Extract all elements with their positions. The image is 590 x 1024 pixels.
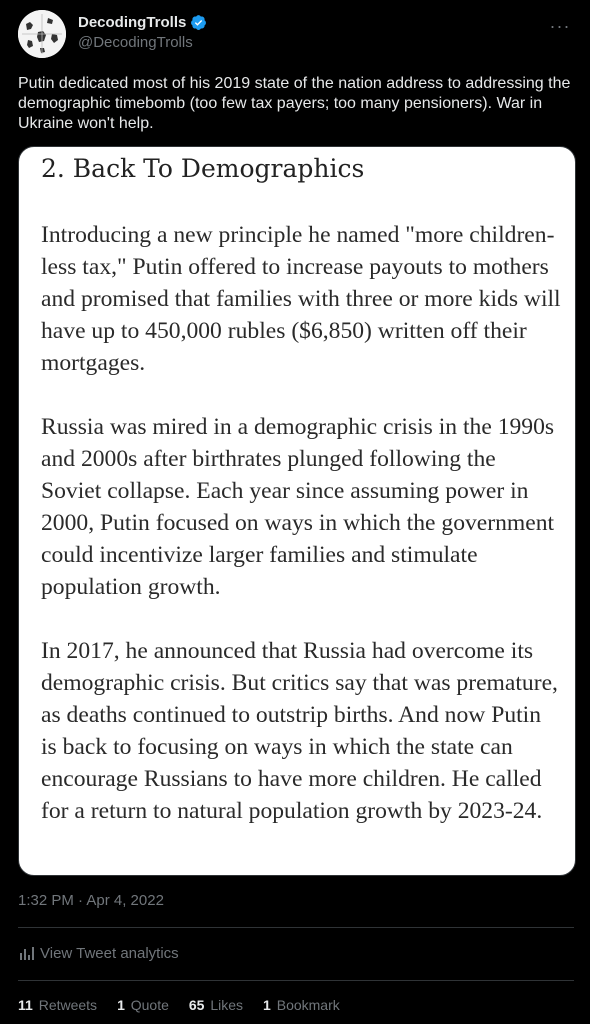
retweets-stat[interactable]	[18, 997, 97, 1013]
analytics-label[interactable]: View Tweet analytics	[40, 944, 179, 962]
bookmarks-count: 1	[263, 997, 271, 1013]
quotes-stat[interactable]	[117, 997, 169, 1013]
likes-label: Likes	[210, 997, 244, 1013]
tweet-image[interactable]	[18, 146, 576, 876]
verified-badge-icon	[190, 14, 207, 31]
article-heading: 2. Back To Demographics	[41, 154, 365, 183]
engagement-stats	[18, 997, 360, 1013]
article-paragraph: Introducing a new principle he named "more children-less tax," Putin offered to increase payouts to mothers and promised that families with three or more kids will have up to 450,000 rubles ($6,850) written off their mortgages.	[41, 222, 561, 376]
analytics-bar-chart-icon	[18, 944, 36, 962]
article-body	[41, 219, 561, 859]
quotes-count: 1	[117, 997, 125, 1013]
divider	[18, 927, 574, 928]
bookmarks-stat[interactable]	[263, 997, 340, 1013]
divider	[18, 980, 574, 981]
article-paragraph: In 2017, he announced that Russia had overcome its demographic crisis. But critics say that was premature, as deaths continued to outstrip births. And now Putin is back to focusing on ways in which the state can encourage Russians to have more children. He called for a return to natural population growth by 2023-24.	[41, 638, 558, 824]
avatar[interactable]	[18, 10, 66, 58]
tweet-text: Putin dedicated most of his 2019 state of the nation address to addressing the demographic timebomb (too few tax payers; too many pensioners). War in Ukraine won't help.	[18, 75, 571, 132]
tweet-timestamp[interactable]: 1:32 PM · Apr 4, 2022	[18, 892, 164, 909]
globe-map-icon	[18, 10, 66, 58]
quotes-label: Quote	[130, 997, 169, 1013]
article-paragraph: Russia was mired in a demographic crisis in the 1990s and 2000s after birthrates plunged following the Soviet collapse. Each year since assuming power in 2000, Putin focused on ways in which the government could incentivize larger families and stimulate population growth.	[41, 414, 555, 600]
retweets-label: Retweets	[38, 997, 98, 1013]
display-name[interactable]: DecodingTrolls	[78, 14, 187, 31]
handle[interactable]: @DecodingTrolls	[78, 34, 193, 51]
bookmarks-label: Bookmark	[276, 997, 340, 1013]
likes-stat[interactable]	[189, 997, 243, 1013]
retweets-count: 11	[18, 997, 33, 1013]
view-analytics-link[interactable]	[18, 944, 179, 962]
likes-count: 65	[188, 997, 205, 1013]
more-options-icon[interactable]: ···	[549, 16, 571, 36]
tweet-header	[18, 10, 574, 66]
